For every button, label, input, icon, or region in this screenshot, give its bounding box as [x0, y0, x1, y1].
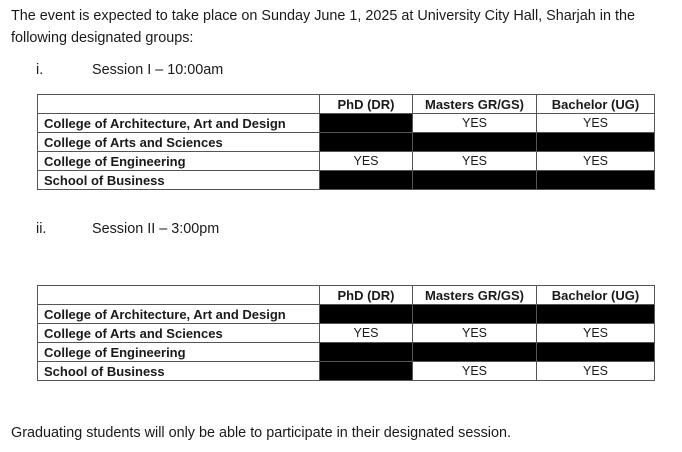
unavailable-cell — [537, 343, 655, 362]
availability-cell: YES — [320, 324, 413, 343]
unavailable-cell — [320, 114, 413, 133]
session-1-label: Session I – 10:00am — [92, 62, 224, 78]
table-row — [38, 343, 655, 362]
table-row — [38, 305, 655, 324]
college-name-cell: College of Arts and Sciences — [38, 324, 320, 343]
college-name-cell: School of Business — [38, 171, 320, 190]
session-2-table-body — [38, 286, 655, 381]
table-row — [38, 114, 655, 133]
college-name-cell: College of Engineering — [38, 152, 320, 171]
unavailable-cell — [320, 343, 413, 362]
table-row — [38, 362, 655, 381]
column-header: PhD (DR) — [320, 286, 413, 305]
availability-cell: YES — [413, 362, 537, 381]
session-2-label: Session II – 3:00pm — [92, 221, 220, 237]
unavailable-cell — [537, 133, 655, 152]
availability-cell: YES — [413, 324, 537, 343]
unavailable-cell — [320, 362, 413, 381]
session-2-heading — [36, 219, 219, 239]
unavailable-cell — [320, 133, 413, 152]
table-row — [38, 171, 655, 190]
college-name-cell: College of Architecture, Art and Design — [38, 305, 320, 324]
unavailable-cell — [320, 305, 413, 324]
column-header: PhD (DR) — [320, 95, 413, 114]
availability-cell: YES — [537, 324, 655, 343]
session-2-table — [37, 285, 655, 381]
unavailable-cell — [320, 171, 413, 190]
unavailable-cell — [413, 305, 537, 324]
session-2-number: ii. — [36, 221, 47, 237]
session-1-table-body — [38, 95, 655, 190]
header-blank-cell — [38, 286, 320, 305]
table-row — [38, 324, 655, 343]
table-header-row — [38, 95, 655, 114]
unavailable-cell — [413, 133, 537, 152]
unavailable-cell — [413, 171, 537, 190]
college-name-cell: School of Business — [38, 362, 320, 381]
availability-cell: YES — [537, 114, 655, 133]
column-header: Bachelor (UG) — [537, 95, 655, 114]
unavailable-cell — [537, 305, 655, 324]
session-1-heading — [36, 60, 223, 80]
session-1-number: i. — [36, 62, 44, 78]
table-row — [38, 152, 655, 171]
session-1-table — [37, 94, 655, 190]
availability-cell: YES — [320, 152, 413, 171]
college-name-cell: College of Engineering — [38, 343, 320, 362]
college-name-cell: College of Architecture, Art and Design — [38, 114, 320, 133]
footer-note: Graduating students will only be able to participate in their designated session. — [11, 425, 511, 441]
availability-cell: YES — [413, 152, 537, 171]
unavailable-cell — [413, 343, 537, 362]
availability-cell: YES — [537, 152, 655, 171]
unavailable-cell — [537, 171, 655, 190]
column-header: Masters GR/GS) — [413, 286, 537, 305]
header-blank-cell — [38, 95, 320, 114]
table-header-row — [38, 286, 655, 305]
college-name-cell: College of Arts and Sciences — [38, 133, 320, 152]
table-row — [38, 133, 655, 152]
intro-paragraph: The event is expected to take place on Sunday June 1, 2025 at University City Hall, Sharjah in the following designated groups: — [11, 8, 635, 46]
availability-cell: YES — [413, 114, 537, 133]
column-header: Masters GR/GS) — [413, 95, 537, 114]
availability-cell: YES — [537, 362, 655, 381]
column-header: Bachelor (UG) — [537, 286, 655, 305]
